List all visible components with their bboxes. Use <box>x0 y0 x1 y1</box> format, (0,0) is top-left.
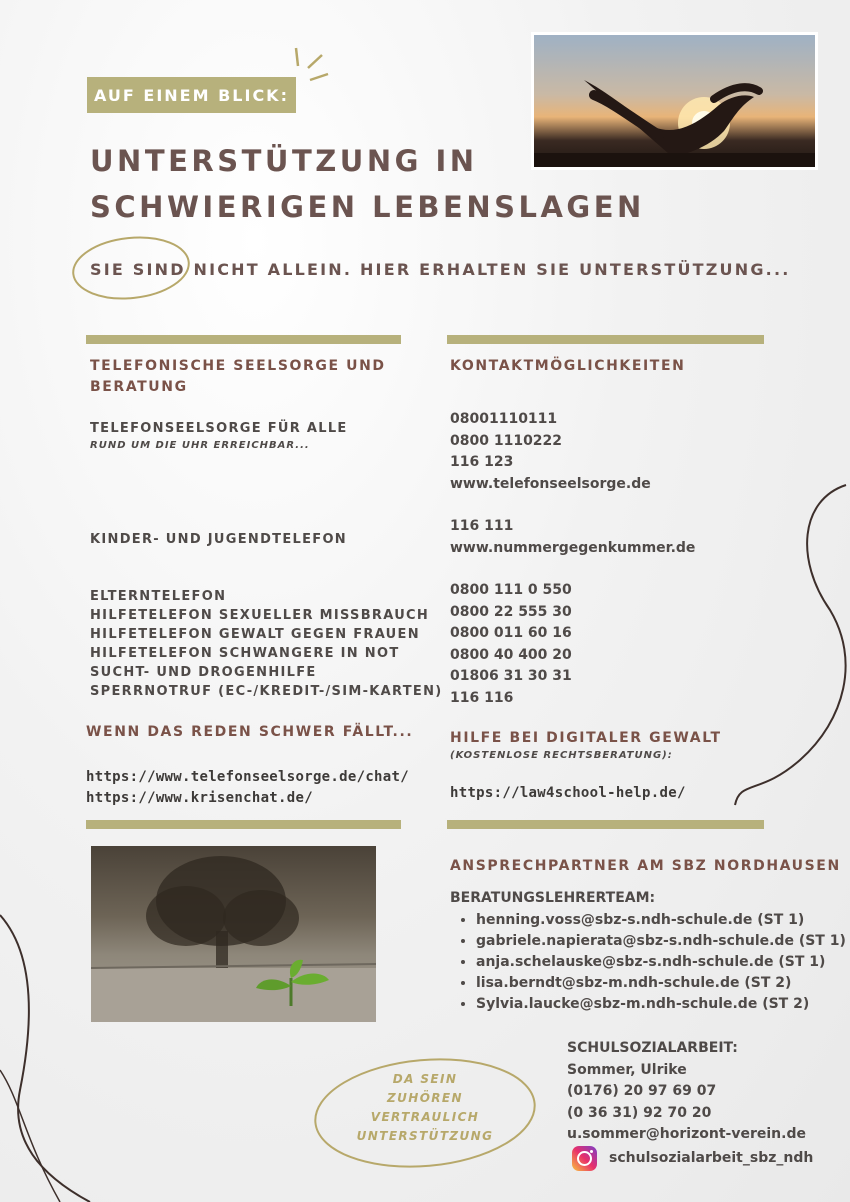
contact-name: Sommer, Ulrike <box>567 1061 687 1078</box>
team-member-email[interactable]: • gabriele.napierata@sbz-s.ndh-schule.de (ST 1) <box>476 931 846 952</box>
phone-number: 116 123 <box>450 454 514 470</box>
numbers-services <box>450 580 572 709</box>
team-member-email[interactable]: • lisa.berndt@sbz-m.ndh-schule.de (ST 2) <box>476 973 846 994</box>
schulsozialarbeit-block <box>567 1038 806 1146</box>
contact-email[interactable]: u.sommer@horizont-verein.de <box>567 1126 806 1142</box>
link-nummergegenkummer[interactable]: www.nummergegenkummer.de <box>450 539 696 556</box>
divider-bottom-left <box>86 820 401 829</box>
services-list <box>90 587 443 701</box>
divider-top-right <box>447 335 764 344</box>
phone-number: 0800 111 0 550 <box>450 582 572 598</box>
service-item: HILFETELEFON SEXUELLER MISSBRAUCH <box>90 608 430 623</box>
note-text: (KOSTENLOSE RECHTSBERATUNG) <box>450 750 668 761</box>
instagram-icon <box>572 1146 597 1171</box>
team-member-email[interactable]: • Sylvia.laucke@sbz-m.ndh-schule.de (ST 2) <box>476 994 846 1015</box>
contact-phone: (0176) 20 97 69 07 <box>567 1083 717 1099</box>
heading-ansprechpartner: ANSPRECHPARTNER AM SBZ NORDHAUSEN <box>450 858 841 874</box>
phone-number: 0800 011 60 16 <box>450 625 572 641</box>
service-item: ELTERNTELEFON <box>90 589 227 604</box>
note-rechtsberatung <box>450 750 673 761</box>
page-subtitle: SIE SIND NICHT ALLEIN. HIER ERHALTEN SIE UNTERSTÜTZUNG... <box>90 260 791 279</box>
phone-number: 01806 31 30 31 <box>450 668 572 684</box>
numbers-telefonseelsorge <box>450 409 651 495</box>
heading-kontaktmoeglichkeiten: KONTAKTMÖGLICHKEITEN <box>450 358 686 374</box>
phone-number: 08001110111 <box>450 411 558 427</box>
instagram-handle: schulsozialarbeit_sbz_ndh <box>609 1149 814 1166</box>
heading-line: BERATUNG <box>90 379 188 395</box>
service-item: SPERRNOTRUF (EC-/KREDIT-/SIM-KARTEN) <box>90 684 443 699</box>
link-telefonseelsorge[interactable]: www.telefonseelsorge.de <box>450 475 651 492</box>
phone-number: 116 111 <box>450 518 514 534</box>
tree-shadow-image <box>91 846 376 1022</box>
phone-number: 0800 1110222 <box>450 432 563 449</box>
divider-top-left <box>86 335 401 344</box>
divider-bottom-right <box>447 820 764 829</box>
team-member-email[interactable]: • anja.schelauske@sbz-s.ndh-schule.de (ST 1) <box>476 952 846 973</box>
label-kinder-jugendtelefon: KINDER- UND JUGENDTELEFON <box>90 532 347 547</box>
chat-links <box>86 767 409 809</box>
chat-link-telefonseelsorge[interactable]: https://www.telefonseelsorge.de/chat/ <box>86 769 409 785</box>
heading-line: TELEFONISCHE SEELSORGE UND <box>90 358 386 374</box>
hands-silhouette-image <box>534 35 815 167</box>
instagram-row[interactable] <box>572 1146 813 1171</box>
service-item: HILFETELEFON SCHWANGERE IN NOT <box>90 646 400 661</box>
phone-number: 0800 22 555 30 <box>450 603 572 620</box>
title-line-1: UNTERSTÜTZUNG IN <box>90 144 478 178</box>
oval-word: VERTRAULICH <box>370 1110 480 1124</box>
phone-number: 0800 40 400 20 <box>450 646 572 663</box>
oval-word: ZUHÖREN <box>387 1091 463 1105</box>
header-badge: AUF EINEM BLICK: <box>87 77 296 113</box>
oval-word: DA SEIN <box>392 1072 458 1086</box>
chat-link-krisenchat[interactable]: https://www.krisenchat.de/ <box>86 790 313 806</box>
heading-reden-schwer: WENN DAS REDEN SCHWER FÄLLT... <box>86 724 414 740</box>
contact-phone: (0 36 31) 92 70 20 <box>567 1104 712 1121</box>
service-item: HILFETELEFON GEWALT GEGEN FRAUEN <box>90 627 420 642</box>
numbers-kinder <box>450 516 695 559</box>
team-member-email[interactable]: • henning.voss@sbz-s.ndh-schule.de (ST 1) <box>476 910 846 931</box>
oval-word: UNTERSTÜTZUNG <box>356 1129 494 1143</box>
note-rund-um-die-uhr: RUND UM DIE UHR ERREICHBAR... <box>90 440 310 451</box>
service-item: SUCHT- UND DROGENHILFE <box>90 665 317 680</box>
note-colon: : <box>667 750 673 761</box>
label-schulsozialarbeit: SCHULSOZIALARBEIT: <box>567 1040 738 1056</box>
heading-telefonische-seelsorge <box>90 356 386 398</box>
hands-sun-photo <box>531 32 818 170</box>
tree-shadow-photo <box>91 846 376 1022</box>
label-telefonseelsorge: TELEFONSEELSORGE FÜR ALLE <box>90 421 348 436</box>
oval-keywords <box>350 1070 500 1146</box>
link-law4school[interactable]: https://law4school-help.de/ <box>450 785 686 801</box>
title-line-2: SCHWIERIGEN LEBENSLAGEN <box>90 190 645 224</box>
phone-number: 116 116 <box>450 689 514 706</box>
heading-digitale-gewalt: HILFE BEI DIGITALER GEWALT <box>450 730 722 746</box>
team-list <box>450 910 846 1015</box>
label-beratungslehrerteam: BERATUNGSLEHRERTEAM: <box>450 890 656 906</box>
